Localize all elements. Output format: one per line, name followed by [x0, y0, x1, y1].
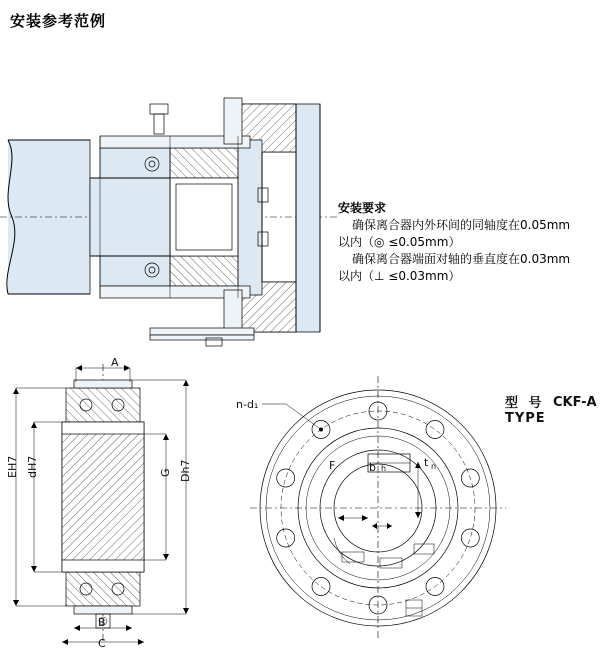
- front-view-drawing: [250, 360, 510, 650]
- dim-label-t: t: [424, 456, 429, 469]
- dim-label-B: B: [98, 616, 106, 629]
- section-view-drawing: [0, 352, 250, 652]
- installation-requirements: [338, 200, 570, 285]
- requirements-heading: 安装要求: [338, 201, 387, 215]
- dim-label-C: C: [98, 637, 106, 650]
- dim-label-A: A: [111, 356, 119, 369]
- model-value: CKF-A: [553, 395, 597, 410]
- dim-label-G: G: [159, 468, 172, 477]
- dim-label-h: h: [381, 464, 387, 473]
- dim-label-F: F: [329, 459, 336, 472]
- requirement-line-4: 以内（⊥ ≤0.03mm）: [338, 269, 461, 283]
- dim-label-dH7: dH7: [26, 455, 39, 478]
- dim-label-n-d1: n-d₁: [236, 398, 259, 411]
- dim-label-EH7: EH7: [6, 455, 19, 478]
- requirement-line-3: 确保离合器端面对轴的垂直度在0.03mm: [352, 252, 571, 266]
- dim-label-Dh7: Dh7: [179, 459, 192, 482]
- model-label-cn: 型 号: [505, 396, 545, 411]
- model-label-en: TYPE: [505, 411, 546, 426]
- model-type-block: [505, 392, 546, 426]
- page-title: 安装参考范例: [10, 12, 107, 30]
- requirement-line-1: 确保离合器内外环间的同轴度在0.05mm: [352, 218, 571, 232]
- dim-label-b: b: [369, 461, 376, 474]
- dim-label-t-sub: n: [431, 462, 437, 471]
- assembly-cross-section-drawing: [0, 42, 340, 352]
- requirement-line-2: 以内（◎ ≤0.05mm）: [338, 235, 461, 249]
